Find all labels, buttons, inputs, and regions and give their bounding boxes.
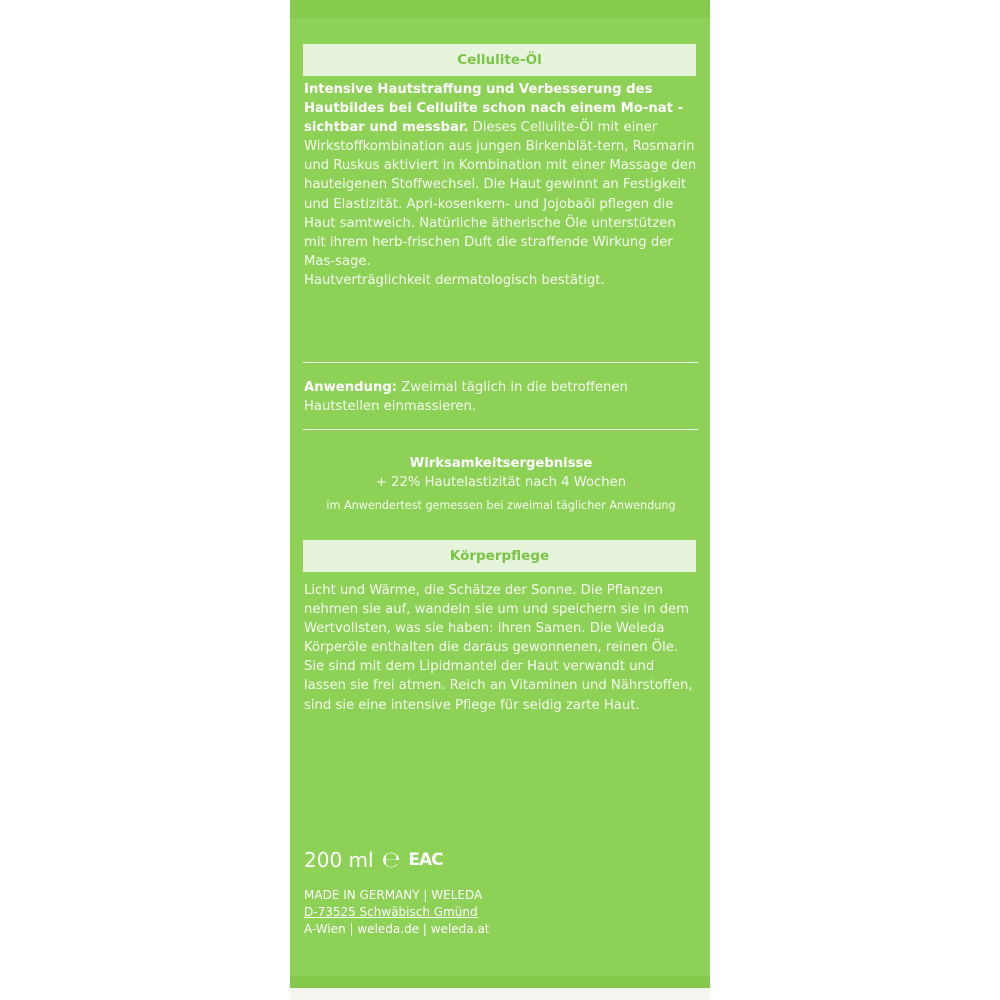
address-line-3: A-Wien | weleda.de | weleda.at bbox=[304, 922, 490, 936]
volume-line bbox=[304, 845, 443, 875]
box-top-edge bbox=[290, 0, 710, 18]
manufacturer-address bbox=[304, 887, 490, 938]
volume-amount: 200 ml bbox=[304, 848, 374, 872]
efficacy-line: + 22% Hautelastizität nach 4 Wochen bbox=[375, 475, 627, 491]
divider bbox=[303, 362, 698, 363]
eac-mark-icon: EAC bbox=[408, 850, 443, 870]
address-line-1: MADE IN GERMANY | WELEDA bbox=[304, 888, 483, 902]
product-box-back bbox=[290, 0, 710, 1000]
efficacy-title: Wirksamkeitsergebnisse bbox=[409, 456, 593, 471]
usage-label: Anwendung: bbox=[304, 380, 398, 395]
estimated-sign-icon: ℮ bbox=[381, 847, 401, 873]
dermatological-note: Hautverträglichkeit dermatologisch bestätigt. bbox=[304, 272, 605, 288]
product-claim: Intensive Hautstraffung und Verbesserung des Hautbildes bei Cellulite schon nach einem Mo-nat - sichtbar und messbar. bbox=[304, 82, 683, 136]
divider bbox=[303, 429, 698, 430]
box-bottom-flap bbox=[290, 976, 710, 988]
body-care-description: Licht und Wärme, die Schätze der Sonne. Die Pflanzen nehmen sie auf, wandeln sie um und speichern sie in dem Wertvollsten, was sie haben: ihren Samen. Die Weleda Körperöle enthalten die daraus gewonnenen, reinen Öle. Sie sind mit dem Lipidmantel der Haut verwandt und lassen sie frei atmen. Reich an Vitaminen und Nährstoffen, sind sie eine intensive Pflege für seidig zarte Haut. bbox=[304, 583, 693, 713]
usage-text: Zweimal täglich in die betroffenen Hautstellen einmassieren. bbox=[304, 380, 628, 415]
box-bottom-edge bbox=[290, 988, 710, 1000]
section-title-body-care: Körperpflege bbox=[303, 540, 696, 572]
efficacy-footnote: im Anwendertest gemessen bei zweimal täglicher Anwendung bbox=[326, 499, 676, 512]
product-description bbox=[304, 80, 698, 290]
section-title-cellulite-oil: Cellulite-Öl bbox=[303, 44, 696, 76]
product-description-body: Dieses Cellulite-Öl mit einer Wirkstoffkombination aus jungen Birkenblät-tern, Rosmarin und Ruskus aktiviert in Kombination mit einer Massage den hauteigenen Stoffwechsel. Die Haut gewinnt an Festigkeit und Elastizität. Apri-kosenkern- und Jojobaöl pflegen die Haut samtweich. Natürliche ätherische Öle unterstützen mit ihrem herb-frischen Duft die straffende Wirkung der Mas-sage. bbox=[304, 120, 697, 269]
efficacy-results bbox=[304, 454, 698, 492]
usage-instructions bbox=[304, 378, 698, 416]
address-line-2: D-73525 Schwäbisch Gmünd bbox=[304, 905, 478, 919]
